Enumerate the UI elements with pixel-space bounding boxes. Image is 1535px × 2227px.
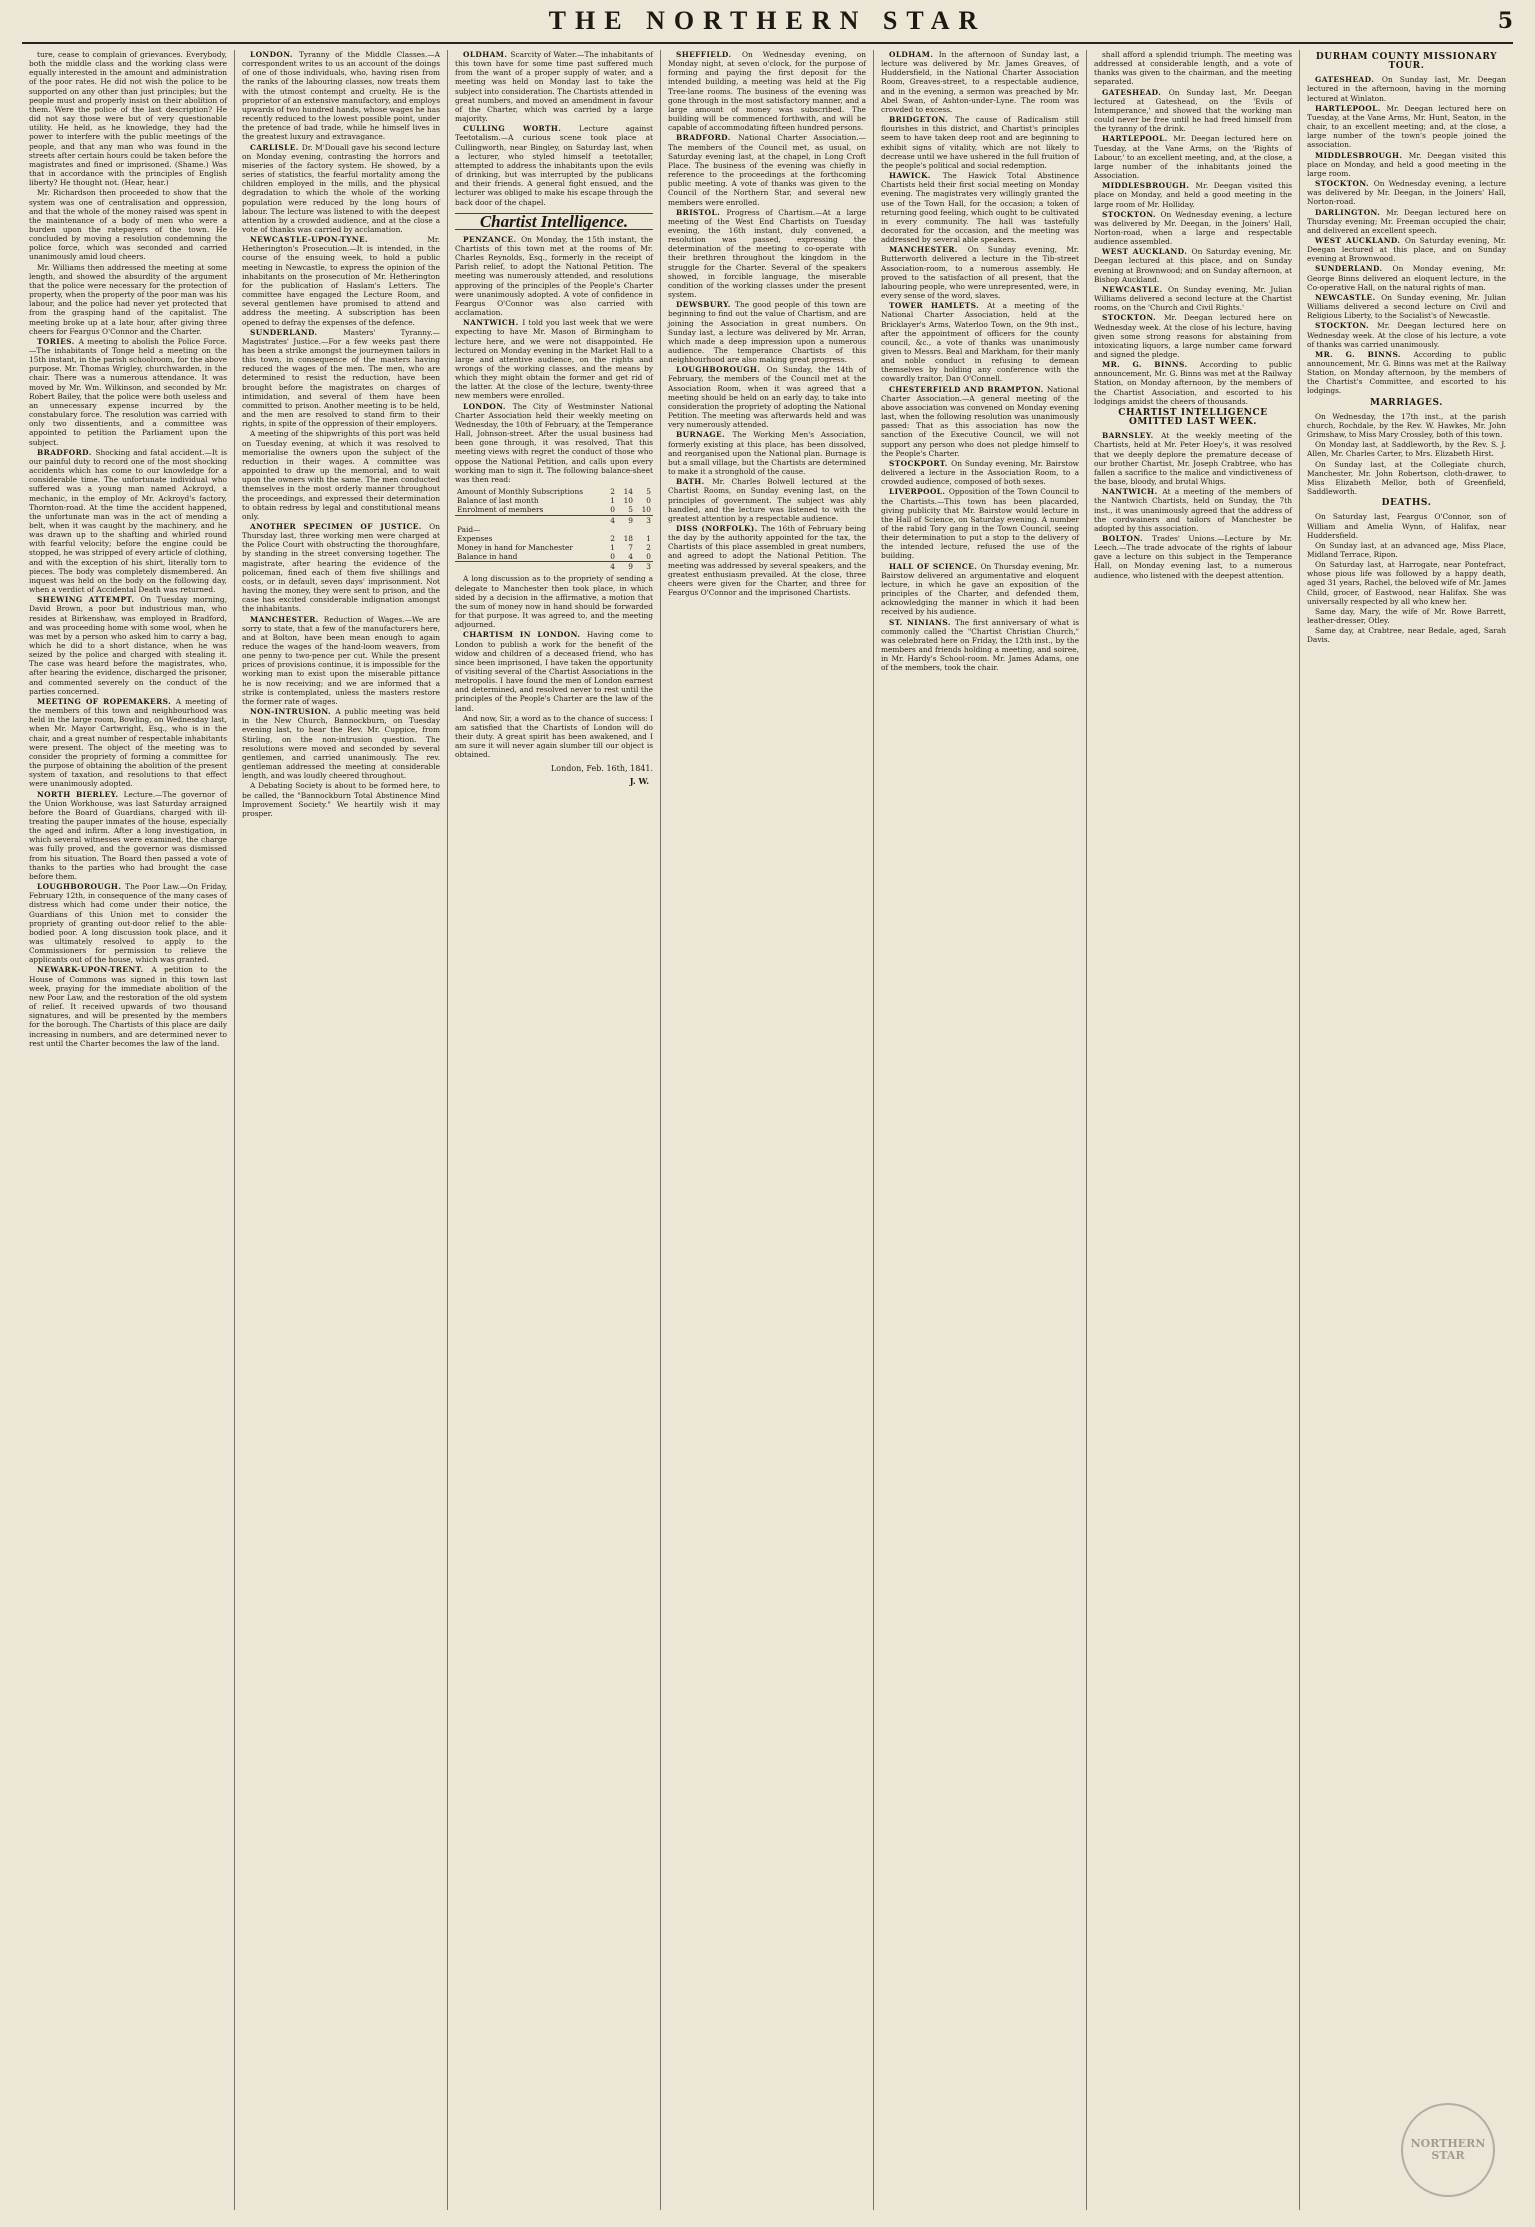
article-paragraph [668, 50, 866, 132]
balance-cell-d: 0 [646, 496, 651, 506]
balance-row [455, 543, 653, 552]
article-heading: SUNDERLAND. [1315, 264, 1393, 274]
article-heading: OLDHAM. [889, 50, 939, 59]
article-text: Trades' Unions.—Lecture by Mr. Leech.—The trade advocate of the rights of labour gave a lecture on this subject in the Temperance Hall, on Monday evening last, to a numerous audience, who listened with the deepest attention. [1094, 533, 1293, 580]
article-paragraph [668, 300, 866, 364]
article-heading: MANCHESTER. [250, 614, 324, 624]
article-paragraph [242, 429, 440, 521]
article-text: Masters' Tyranny.—Magistrates' Justice.—For a few weeks past there has been a strike amongst the journeymen tailors in this town, in consequence of the masters having reduced the wages of the men. The men, who are determined to resist the reduction, have been brought before the magistrates on charges of intimidation, and several of them have been committed to prison. Another meeting is to be held, and the men are resolved to stand firm to their rights, in spite of the oppression of their employers. [242, 327, 440, 429]
article-heading: HALL OF SCIENCE. [889, 561, 981, 571]
article-paragraph [1307, 293, 1506, 320]
article-heading: BATH. [676, 477, 713, 487]
balance-cell-s: 10 [623, 496, 633, 506]
article-heading: NON-INTRUSION. [250, 707, 336, 717]
article-heading: SHEWING ATTEMPT. [37, 595, 141, 605]
article-text: A meeting of the members of this town and neighbourhood was held in the large room, Bowling, on Wednesday last, when Mr. Mayor Cartwright, Esq., who is in the chair, and a great number of respectable inhabitants were present. The object of the meeting was to consider the propriety of forming a committee for the purpose of obtaining the abolition of the present system of taxation, and resolutions to that effect were unanimously adopted. [29, 696, 227, 789]
balance-sheet [455, 487, 653, 571]
article-paragraph [881, 385, 1079, 458]
article-text: On Monday evening, Mr. George Binns delivered an eloquent lecture, in the Co-operative Hall, on the natural rights of man. [1307, 264, 1507, 292]
article-heading: CHESTERFIELD AND BRAMPTON. [889, 384, 1047, 394]
article-heading: STOCKTON. [1102, 209, 1161, 219]
article-text: On Thursday evening, Mr. Bairstow delivered an argumentative and eloquent lecture, in which he gave an exposition of the principles of the Charter, and defended them, acknowledging the manner in which it had been received by his audience. [881, 561, 1080, 617]
article-heading: OLDHAM. [463, 50, 511, 59]
article-heading: TORIES. [37, 336, 79, 346]
article-text: On Wednesday evening, a lecture was delivered by Mr. Deegan, in the Joiners' Hall, Norton-road. [1307, 179, 1506, 207]
article-text: Mr. Deegan lectured here on Wednesday week. At the close of his lecture, a vote of thanks was carried unanimously. [1307, 321, 1506, 349]
article-paragraph [455, 714, 653, 760]
article-heading: MIDDLESBROUGH. [1102, 181, 1196, 191]
article-text: On Sunday last, Mr. Deegan lectured at Gateshead, on the 'Evils of Intemperance,' and showed that the working man could never be free until he had freed himself from the tyranny of the drink. [1094, 87, 1293, 134]
article-text: On Tuesday morning, David Brown, a poor but industrious man, who resides at Birkenshaw, was employed in Bradford, and was proceeding home with some wool, when he was met by a person who asked him to carry a bag, which he did to a short distance, when he was seized by the police and charged with stealing it. The case was heard before the magistrates, who, after hearing the evidence, discharged the prisoner, and commented severely on the conduct of the parties concerned. [29, 595, 228, 696]
article-paragraph [668, 133, 866, 206]
article-text: Mr. Deegan lectured here on Tuesday, at the Vane Arms, Mr. Hunt, Seaton, in the chair, to an excellent meeting; and, at the close, a large number of the town's people joined the association. [1307, 103, 1506, 150]
balance-cell-label: Money in hand for Manchester [457, 542, 573, 552]
balance-cell-d: 1 [646, 533, 651, 543]
library-stamp [1401, 2103, 1495, 2197]
article-text: Lecture against Teetotalism.—A curious scene took place at Cullingworth, near Bingley, on Saturday last, when a lecturer, who styled himself a teetotaller, attempted to address the inhabitants upon the evils of drinking, but was interrupted by the publicans and their friends. A general fight ensued, and the lecturer was obliged to make his escape through the back door of the chapel. [455, 124, 653, 207]
article-heading: MANCHESTER. [889, 245, 968, 255]
article-paragraph [1307, 541, 1506, 559]
page-number: 5 [1497, 8, 1513, 34]
article-paragraph [455, 50, 653, 123]
article-text: On Sunday last, at an advanced age, Miss Place, Midland Terrace, Ripon. [1307, 540, 1506, 559]
article-text: At a meeting of the National Charter Association, held at the Bricklayer's Arms, Waterloo Town, on the 9th inst., after the appointment of officers for the county council, &c., a vote of thanks was unanimously given to Messrs. Beal and Markham, for their manly and noble conduct in refusing to demean themselves by holding any conference with the cowardly traitor, Dan O'Connell. [881, 301, 1079, 384]
article-paragraph [242, 328, 440, 429]
balance-cell-label [455, 515, 599, 525]
section-heading: Chartist Intelligence. [455, 213, 653, 230]
article-paragraph [1307, 460, 1506, 497]
column-6 [1087, 50, 1300, 2210]
article-heading: SHEFFIELD. [676, 50, 742, 59]
article-heading: HAWICK. [889, 171, 943, 181]
article-heading: STOCKTON. [1102, 313, 1164, 323]
balance-cell-label: Balance of last month [457, 496, 539, 506]
article-text: Shocking and fatal accident.—It is our painful duty to record one of the most shocking accidents which has come to our knowledge for a considerable time. The unfortunate individual who suffered was a young man named Ackroyd, a mechanic, in the employ of Mr. Ackroyd's factory, Thornton-road. At the time the accident happened, the unfortunate man was in the act of mending a belt, when it was caught by the machinery, and he was drawn up to the shafting and whirled round with fearful velocity; before the engine could be stopped, he was stripped of every article of clothing, and with the exception of his shirt, literally torn to pieces. The body was completely dismembered. An inquest was held on the body on the following day, when a verdict of Accidental Death was returned. [29, 447, 227, 595]
article-heading: HARTLEPOOL. [1315, 103, 1387, 113]
article-text: A meeting of the shipwrights of this port was held on Tuesday evening, at which it was resolved to memorialise the owners upon the subject of the reduction in their wages. A committee was appointed to draw up the memorial, and to wait upon the owners with the same. The men conducted themselves in the most orderly manner throughout the proceedings, and expressed their determination to obtain redress by legal and constitutional means only. [242, 429, 440, 521]
balance-cell-label: Enrolment of members [457, 505, 544, 515]
article-text: On Monday last, at Saddleworth, by the Rev. S. J. Allen, Mr. Charles Carter, to Mrs. Elizabeth Hirst. [1307, 440, 1506, 459]
article-paragraph [1094, 50, 1292, 87]
article-paragraph [1094, 181, 1292, 208]
article-text: The 16th of February being the day by the authority appointed for the tax, the Chartists of this place assembled in great numbers, and agreed to adopt the National Petition. The meeting was addressed by several speakers, and the greatest enthusiasm prevailed. At the close, three cheers were given for the Charter, and three for Feargus O'Connor and the imprisoned Chartists. [668, 523, 866, 598]
article-heading: TOWER HAMLETS. [889, 301, 988, 311]
article-text: On Sunday evening, Mr. Julian Williams delivered a second lecture on Civil and Religious Liberty, to the Socialist's of Newcastle. [1307, 292, 1506, 321]
article-text: On Saturday evening, Mr. Deegan lectured at this place, and on Sunday evening at Brownwood. [1307, 235, 1506, 264]
balance-cell-l: 1 [610, 496, 615, 506]
article-text: On Thursday last, three working men were charged at the Police Court with obstructing the thoroughfare, by standing in the street conversing together. The magistrate, after hearing the evidence of the policeman, fined each of them five shillings and costs, or in default, seven days' imprisonment. Not having the money, they were sent to prison, and the case has excited considerable indignation amongst the inhabitants. [242, 521, 440, 614]
balance-cell-s: 5 [628, 505, 633, 515]
article-paragraph [668, 208, 866, 300]
article-heading: CARLISLE. [250, 142, 302, 152]
balance-cell-l: 1 [610, 542, 615, 552]
article-paragraph [29, 448, 227, 595]
article-paragraph [881, 50, 1079, 114]
dateline: London, Feb. 16th, 1841. [550, 763, 653, 773]
article-paragraph [881, 245, 1079, 300]
balance-cell-label [455, 562, 599, 572]
article-paragraph [1307, 151, 1506, 178]
article-paragraph [881, 171, 1079, 244]
article-text: On Wednesday evening, a lecture was delivered by Mr. Deegan, in the Joiners' Hall, Norton-road, when a large and respectable audience assembled. [1094, 209, 1292, 247]
article-text: Tyranny of the Middle Classes.—A correspondent writes to us an account of the doings of one of those individuals, who, having risen from the ranks of the labouring classes, now treats them with the utmost contempt and cruelty. He is the proprietor of an extensive manufactory, and employs upwards of two hundred hands, whose wages he has recently reduced to the lowest possible point, under the pretence of bad trade, while he himself lives in the greatest luxury and extravagance. [242, 50, 440, 142]
balance-cell-d [635, 525, 653, 534]
article-paragraph [455, 574, 653, 629]
article-paragraph [242, 781, 440, 818]
article-text: Mr. Charles Bolwell lectured at the Chartist Rooms, on Sunday evening last, on the principles of government. The subject was ably handled, and the lecture was listened to with the greatest attention by a respectable audience. [668, 477, 866, 523]
article-text: On Saturday last, at Harrogate, near Pontefract, whose pious life was followed by a happy death, aged 31 years, Rachel, the beloved wife of Mr. James Child, grocer, of Eastwood, near Halifax. She was universally respected by all who knew her. [1307, 560, 1507, 606]
article-heading: ANOTHER SPECIMEN OF JUSTICE. [250, 521, 430, 531]
article-paragraph [1307, 560, 1506, 606]
balance-cell-d: 3 [635, 562, 653, 572]
article-text: Dr. M'Douall gave his second lecture on Monday evening, contrasting the horrors and miseries of the factory system. He showed, by a series of statistics, the fearful mortality among the children employed in the mills, and the physical degradation to which the whole of the working population were reduced by the long hours of labour. The lecture was listened to with the deepest attention by a crowded audience, and at the close a vote of thanks was carried by acclamation. [242, 142, 440, 234]
signature: J. W. [629, 775, 649, 786]
column-heading: MARRIAGES. [1370, 397, 1443, 408]
balance-cell-s: 9 [617, 515, 635, 525]
article-heading: BRADFORD. [37, 447, 96, 457]
article-paragraph [1307, 412, 1506, 439]
column-heading: CHARTIST INTELLIGENCE OMITTED LAST WEEK. [1118, 407, 1268, 428]
article-text: Mr. Deegan lectured here on Tuesday, at the Vane Arms, on the 'Rights of Labour,' to an excellent meeting, and, at the close, a large number of the inhabitants joined the Association. [1094, 134, 1292, 181]
balance-cell-s: 18 [623, 533, 633, 543]
article-paragraph [1307, 104, 1506, 150]
balance-cell-s [617, 525, 635, 534]
column-2 [235, 50, 448, 2210]
article-text: I told you last week that we were expecting to have Mr. Mason of Birmingham to lecture here, and we were not disappointed. He lectured on Monday evening in the Market Hall to a large and attentive audience, on the rights and wrongs of the working classes, and the means by which they might obtain the former and get rid of the latter. At the close of the lecture, twenty-three new members were enrolled. [455, 318, 653, 401]
column-heading: DURHAM COUNTY MISSIONARY TOUR. [1315, 52, 1498, 72]
article-heading: SUNDERLAND. [250, 327, 344, 337]
article-heading: LONDON. [250, 50, 299, 59]
article-heading: NEWARK-UPON-TRENT. [37, 965, 152, 975]
article-paragraph [455, 402, 653, 484]
article-text: The Working Men's Association, formerly existing at this place, has been dissolved, and reorganised upon the National plan. Burnage is but a small village, but the Chartists are determined to make it a stronghold of the cause. [668, 430, 866, 477]
article-paragraph [881, 487, 1079, 560]
balance-cell-l: 4 [599, 562, 617, 572]
balance-cell-l [599, 525, 617, 534]
article-paragraph [455, 235, 653, 317]
article-paragraph [1094, 313, 1292, 359]
article-text: In the afternoon of Sunday last, a lecture was delivered by Mr. James Greaves, of Huddersfield, in the National Charter Association Room, Greaves-street, to a respectable audience, and in the evening, a sermon was preached by Mr. Abel Swan, of Ashton-under-Lyne. The room was crowded to excess. [881, 50, 1079, 114]
article-text: On Saturday evening, Mr. Deegan lectured at this place, and on Sunday evening at Brownwood; and on Sunday afternoon, at Bishop Auckland. [1094, 247, 1293, 284]
article-paragraph [1094, 210, 1292, 247]
article-heading: LOUGHBOROUGH. [37, 882, 126, 892]
article-heading: PENZANCE. [463, 234, 522, 244]
article-text: ture, cease to complain of grievances. Everybody, both the middle class and the working class were equally interested in the amount and administration of the poor rates. He did not wish the police to be supported on any other than just principles; but the people must and properly insist on their abolition of them. Were the police of the last description? He did not say those were but of very questionable utility. He held, as he knowledge, they had the power to interfere with the public meetings of the people, and that any man who was found in the streets after certain hours could be taken before the magistrates and fined or imprisoned. (Shame.) Was that in accordance with the principles of English liberty? He thought not. (Hear, hear.) [29, 50, 227, 188]
article-heading: NEWCASTLE. [1102, 284, 1168, 294]
balance-cell-label: Paid— [457, 524, 481, 534]
article-text: A public meeting was held in the New Church, Bannockburn, on Tuesday evening last, to hear the Rev. Mr. Cuppice, from Stirling, on the non-intrusion question. The resolutions were moved and seconded by several gentlemen, and carried unanimously. The rev. gentleman addressed the meeting at considerable length, and was loudly cheered throughout. [242, 707, 440, 781]
article-text: Progress of Chartism.—At a large meeting of the West End Chartists on Tuesday evening, the 16th instant, duly convened, a resolution was passed, expressing the determination of the meeting to co-operate with their brethren throughout the kingdom in the struggle for the Charter. Several of the speakers showed, in forcible language, the miserable condition of the working classes under the present system. [668, 207, 866, 300]
article-text: Same day, Mary, the wife of Mr. Rowe Barrett, leather-dresser, Otley. [1307, 606, 1506, 626]
article-text: Scarcity of Water.—The inhabitants of this town have for some time past suffered much from the want of a proper supply of water, and a meeting was held on Monday last to take the subject into consideration. The Chartists attended in great numbers, and moved an amendment in favour of the Charter, which was carried by a large majority. [455, 50, 653, 124]
article-heading: STOCKPORT. [889, 458, 952, 468]
article-paragraph [29, 263, 227, 336]
article-paragraph [881, 301, 1079, 383]
balance-cell-s: 7 [628, 542, 633, 552]
balance-cell-d: 10 [641, 505, 651, 515]
article-paragraph [1307, 264, 1506, 291]
article-paragraph [881, 618, 1079, 673]
article-text: On Wednesday evening, on Monday night, at seven o'clock, for the purpose of forming and paying the first deposit for the intended building, a meeting was held at the Fig Tree-lane rooms. The business of the evening was gone through in the most satisfactory manner, and a large amount of money was subscribed. The building will be commenced forthwith, and will be capable of accommodating fifteen hundred persons. [668, 50, 866, 133]
article-text: At the weekly meeting of the Chartists, held at Mr. Peter Hoey's, it was resolved that we deeply deplore the premature decease of our brother Chartist, Mr. Joseph Crabtree, who has fallen a sacrifice to the malice and vindictiveness of the base, bloody, and brutal Whigs. [1094, 431, 1292, 487]
article-paragraph [1094, 285, 1292, 312]
balance-cell-l: 4 [599, 515, 617, 525]
article-paragraph [668, 477, 866, 523]
article-paragraph [29, 697, 227, 789]
article-paragraph [1307, 75, 1506, 102]
article-heading: LIVERPOOL. [889, 487, 949, 497]
article-heading: MIDDLESBROUGH. [1315, 150, 1409, 160]
article-text: On Monday, the 15th instant, the Chartists of this town met at the rooms of Mr. Charles Reynolds, Esq., formerly in the receipt of Parish relief, to adopt the National Petition. The meeting was numerously attended, and resolutions approving of the principles of the People's Charter were unanimously adopted. A vote of confidence in Feargus O'Connor was also carried with acclamation. [455, 234, 653, 318]
balance-row [455, 515, 653, 525]
balance-row [455, 505, 653, 515]
article-paragraph [1307, 236, 1506, 263]
article-text: The good people of this town are beginning to find out the value of Chartism, and are joining the Association in great numbers. On Sunday last, a lecture was delivered by Mr. Arran, which made a deep impression upon a numerous audience. The temperance Chartists of this neighbourhood are also making great progress. [668, 300, 866, 365]
article-heading: ST. NINIANS. [889, 617, 956, 627]
article-text: National Charter Association.—A general meeting of the above association was convened on Monday evening last, when the following resolution was unanimously passed: That as this association has now the sanction of the Executive Council, we will not support any person who does not pledge himself to the People's Charter. [881, 384, 1079, 458]
article-paragraph [29, 595, 227, 696]
article-text: On Sunday evening, Mr. Julian Williams delivered a second lecture at the Chartist rooms, on the 'Church and Civil Rights.' [1094, 284, 1292, 313]
balance-cell-label: Amount of Monthly Subscriptions [457, 487, 584, 497]
article-text: The City of Westminster National Charter Association held their weekly meeting on Wednesday, the 10th of February, at the Temperance Hall, Johnson-street. After the usual business had been gone through, it was resolved, That this meeting views with regret the conduct of those who oppose the National Petition, and calls upon every working man to sign it. The following balance-sheet was then read: [455, 401, 653, 484]
article-text: On Sunday last, Mr. Deegan lectured in the afternoon, having in the morning lectured at Winlaton. [1307, 75, 1507, 103]
article-heading: STOCKTON. [1315, 179, 1374, 189]
article-paragraph [1094, 134, 1292, 180]
article-heading: LOUGHBOROUGH. [676, 365, 767, 375]
article-paragraph [242, 50, 440, 142]
article-paragraph [1094, 247, 1292, 284]
article-heading: LONDON. [463, 401, 513, 411]
article-text: The cause of Radicalism still flourishes in this district, and Chartist's principles seem to have taken deep root and are beginning to exhibit signs of vitality, which are not likely to decrease until we have ushered in the full fruition of the people's political and social redemption. [881, 115, 1080, 170]
balance-cell-d: 2 [646, 542, 651, 552]
article-paragraph [455, 318, 653, 400]
article-paragraph [1307, 440, 1506, 458]
article-text: Same day, at Crabtree, near Bedale, aged, Sarah Davis. [1307, 626, 1506, 645]
article-text: Mr. Deegan visited this place on Monday, and held a good meeting in the large room. [1307, 150, 1506, 178]
article-paragraph [1094, 431, 1292, 486]
article-paragraph [1307, 350, 1506, 396]
article-heading: BURNAGE. [676, 430, 733, 440]
article-heading: DEWSBURY. [676, 300, 736, 310]
balance-cell-l: 0 [610, 552, 615, 562]
balance-row [455, 562, 653, 572]
article-paragraph [242, 522, 440, 614]
text-columns [22, 50, 1513, 2210]
article-heading: GATESHEAD. [1102, 87, 1169, 97]
balance-cell-l: 0 [610, 505, 615, 515]
article-heading: BARNSLEY. [1102, 431, 1162, 441]
article-heading: WEST AUCKLAND. [1102, 247, 1192, 257]
article-paragraph [455, 630, 653, 712]
article-text: A petition to the House of Commons was signed in this town last week, praying for the immediate abolition of the new Poor Law, and the restoration of the old system of relief. It received upwards of two thousand signatures, and will be presented by the members for the borough. The Chartists of this place are daily increasing in numbers, and are determined never to rest until the Charter becomes the law of the land. [29, 965, 228, 1048]
article-paragraph [1307, 179, 1506, 206]
article-text: Mr. Williams then addressed the meeting at some length, and showed the absurdity of the argument that the police were necessary for the protection of property, when the property of the poor man was his labour, and the police had never yet protected that from the grasping hand of the capitalist. The meeting broke up at a late hour, after giving three cheers for Feargus O'Connor and the Charter. [29, 262, 227, 336]
balance-cell-s: 4 [628, 552, 633, 562]
column-1 [22, 50, 235, 2210]
masthead [22, 0, 1513, 44]
article-text: Opposition of the Town Council to the Chartists.—This town has been placarded, giving publicity that Mr. Bairstow would lecture in the Hall of Science, on Saturday evening. A number of the rabid Tory gang in the Town Council, seeing their determination to put a stop to the delivery of the intended lecture, refused the use of the building. [881, 487, 1079, 561]
newspaper-title: THE NORTHERN STAR [548, 6, 987, 35]
balance-row [455, 534, 653, 543]
article-paragraph [242, 235, 440, 327]
article-text: On Sunday, the 14th of February, the members of the Council met at the Association Room, when it was agreed that a meeting should be held on an early day, to take into consideration the propriety of adopting the National Petition. The meeting was afterwards held and was very numerously attended. [668, 365, 867, 430]
article-heading: WEST AUCKLAND. [1315, 235, 1405, 245]
article-text: On Sunday last, at the Collegiate church, Manchester, Mr. John Robertson, cloth-drawer, to Miss Elizabeth Mellor, both of Greenfield, Saddleworth. [1307, 459, 1506, 497]
article-paragraph [29, 965, 227, 1047]
balance-cell-label: Balance in hand [457, 552, 518, 562]
article-heading: NANTWICH. [1102, 487, 1163, 497]
article-text: shall afford a splendid triumph. The meeting was addressed at considerable length, and a vote of thanks was given to the chairman, and the meeting separated. [1094, 50, 1292, 87]
article-text: A meeting to abolish the Police Force.—The inhabitants of Tonge held a meeting on the 15th instant, in the parish schoolroom, for the above purpose. Mr. Thomas Wrigley, churchwarden, in the chair. There was a numerous attendance. It was moved by Mr. Wm. Wilkinson, and seconded by Mr. Robert Bailey, that the police were both useless and an unnecessary expense incurred by the constabulary force. The resolution was carried with only two dissentients, and a committee was appointed to petition the Parliament upon the subject. [29, 336, 227, 447]
article-heading: BRIDGETON. [889, 115, 956, 125]
article-text: Mr. Richardson then proceeded to show that the system was one of centralisation and oppression, and that the whole of the money raised was spent in the maintenance of a body of men who were a burden upon the ratepayers of the town. He concluded by moving a resolution condemning the police force, which was seconded and carried unanimously amid loud cheers. [29, 188, 227, 262]
article-text: And now, Sir, a word as to the chance of success: I am satisfied that the Chartists of London will do their duty. A great spirit has been awakened, and I am sure it will never again slumber till our object is obtained. [455, 713, 653, 760]
article-paragraph [29, 188, 227, 261]
article-heading: GATESHEAD. [1315, 75, 1382, 85]
article-heading: NEWCASTLE-UPON-TYNE. [250, 235, 428, 245]
stamp-text: NORTHERN STAR [1410, 2137, 1486, 2162]
article-paragraph [668, 430, 866, 476]
balance-row [455, 487, 653, 496]
article-text: The Hawick Total Abstinence Chartists held their first social meeting on Monday evening. The magistrates very willingly granted the use of the Town Hall, for the occasion; a token of returning good feeling, which ought to be cultivated in every community. The hall was tastefully decorated for the occasion, and the meeting was addressed by several able speakers. [881, 171, 1079, 245]
balance-cell-d: 0 [646, 552, 651, 562]
article-paragraph [881, 562, 1079, 617]
column-3 [448, 50, 661, 2210]
article-text: The Poor Law.—On Friday, February 12th, in consequence of the many cases of distress which had come under their notice, the Guardians of this Union met to consider the propriety of granting out-door relief to the able-bodied poor. A long discussion took place, and it was ultimately resolved to apply to the Commissioners for permission to relieve the applicants out of the house, which was granted. [29, 882, 227, 965]
article-heading: DARLINGTON. [1315, 207, 1387, 217]
article-text: On Saturday last, Feargus O'Connor, son of William and Amelia Wynn, of Halifax, near Huddersfield. [1307, 512, 1506, 540]
article-paragraph [1094, 88, 1292, 134]
article-text: According to public announcement, Mr. G. Binns was met at the Railway Station, on Monday afternoon, by the members of the Chartist Association, and escorted to his lodgings amidst the cheers of thousands. [1094, 360, 1292, 406]
balance-row [455, 552, 653, 562]
article-heading: STOCKTON. [1315, 321, 1378, 331]
article-paragraph [29, 50, 227, 187]
article-text: At a meeting of the members of the Nantwich Chartists, held on Sunday, the 7th inst., it was unanimously agreed that the address of the cordwainers and tailors of Manchester be adopted by this association. [1094, 487, 1292, 533]
article-paragraph [881, 115, 1079, 170]
article-paragraph [29, 882, 227, 964]
article-paragraph [1307, 321, 1506, 348]
article-text: On Sunday evening, Mr. Butterworth delivered a lecture in the Tib-street Association-room, to a numerous assembly. He proved to the satisfaction of all present, that the labouring people, who were unrepresented, were, in every sense of the word, slaves. [881, 245, 1079, 301]
article-paragraph [1094, 487, 1292, 533]
article-paragraph [1094, 534, 1292, 580]
balance-cell-l: 2 [610, 487, 615, 497]
article-paragraph [455, 124, 653, 206]
balance-row [455, 496, 653, 505]
article-text: A Debating Society is about to be formed here, to be called, the "Bannockburn Total Abstinence Mind Improvement Society." We heartily wish it may prosper. [242, 781, 440, 818]
article-text: Lecture.—The governor of the Union Workhouse, was last Saturday arraigned before the Board of Guardians, charged with ill-treating the pauper inmates of the house, especially the aged and infirm. After a long investigation, in which several witnesses were examined, the charge was fully proved, and the governor was dismissed from his situation. The Board then passed a vote of thanks to the parties who had brought the case before them. [29, 789, 227, 881]
article-heading: MEETING OF ROPEMAKERS. [37, 696, 176, 706]
article-heading: NORTH BIERLEY. [37, 789, 124, 799]
article-heading: NEWCASTLE. [1315, 292, 1382, 302]
balance-cell-d: 5 [646, 487, 651, 497]
article-text: Mr. Hetherington's Prosecution.—It is intended, in the course of the ensuing week, to hold a public meeting in Newcastle, to express the opinion of the inhabitants on the prosecution of Mr. Hetherington for the publication of Haslam's Letters. The committee have engaged the Lecture Room, and several gentlemen have promised to attend and address the meeting. A subscription has been opened to defray the expenses of the defence. [242, 235, 440, 327]
article-paragraph [242, 707, 440, 780]
article-paragraph [668, 524, 866, 597]
article-heading: NANTWICH. [463, 318, 523, 328]
article-paragraph [29, 337, 227, 447]
article-heading: MR. G. BINNS. [1315, 349, 1414, 359]
article-paragraph [242, 143, 440, 235]
article-paragraph [668, 365, 866, 429]
article-paragraph [29, 790, 227, 882]
article-heading: MR. G. BINNS. [1102, 360, 1200, 370]
balance-cell-s: 9 [617, 562, 635, 572]
article-paragraph [881, 459, 1079, 486]
balance-cell-s: 14 [623, 487, 633, 497]
balance-cell-l: 2 [610, 533, 615, 543]
article-text: Mr. Deegan lectured here on Thursday evening; Mr. Freeman occupied the chair, and delivered an excellent speech. [1307, 207, 1506, 235]
article-text: A long discussion as to the propriety of sending a delegate to Manchester then took place, in which sided by a decision in the affirmative, a motion that the sum of money now in hand should be forwarded for that purpose. It was agreed to, and the meeting adjourned. [455, 574, 653, 630]
article-text: According to public announcement, Mr. G. Binns was met at the Railway Station, on Monday afternoon, by the members of the Chartist's Committee, and escorted to his lodgings. [1307, 349, 1507, 396]
article-heading: BOLTON. [1102, 533, 1153, 543]
article-text: Reduction of Wages.—We are sorry to state, that a few of the manufacturers here, and at Bolton, have been mean enough to again reduce the wages of the hand-loom weavers, from one penny to two-pence per cut. While the present prices of provisions continue, it is impossible for the working man to exist upon the miserable pittance he is now receiving; and we are informed that a strike is contemplated, unless the masters restore the former rate of wages. [242, 614, 440, 706]
article-heading: BRADFORD. [676, 133, 739, 143]
article-paragraph [1307, 626, 1506, 644]
balance-cell-label: Expenses [457, 533, 493, 543]
article-text: National Charter Association.—The members of the Council met, as usual, on Saturday evening last, at the chapel, in Long Croft Place. The business of the evening was chiefly in reference to the proceedings at the forthcoming public meeting. A vote of thanks was given to the Council of the Northern Star, and several new members were enrolled. [668, 133, 866, 207]
article-paragraph [1094, 360, 1292, 406]
article-text: Having come to London to publish a work for the benefit of the widow and children of a deceased friend, who has since been imprisoned, I have taken the opportunity of visiting several of the Chartist Associations in the metropolis. I have found the men of London earnest and determined, and resolved never to rest until the principles of the People's Charter are the law of the land. [455, 630, 653, 713]
article-heading: CHARTISM IN LONDON. [463, 630, 587, 640]
column-4 [661, 50, 874, 2210]
article-paragraph [1307, 512, 1506, 539]
article-paragraph [1307, 208, 1506, 235]
article-paragraph [242, 615, 440, 707]
column-5 [874, 50, 1087, 2210]
article-text: On Wednesday, the 17th inst., at the parish church, Rochdale, by the Rev. W. Hawkes, Mr. John Grimshaw, to Miss Mary Crossley, both of this town. [1307, 411, 1506, 440]
article-text: The first anniversary of what is commonly called the "Chartist Christian Church," was celebrated here on Friday, the 12th inst., by the members and friends holding a meeting, and soiree, in Mr. Hardy's School-room. Mr. James Adams, one of the members, took the chair. [881, 617, 1079, 673]
article-heading: HARTLEPOOL. [1102, 134, 1174, 144]
column-7 [1300, 50, 1513, 2210]
article-paragraph [1307, 607, 1506, 625]
article-text: On Sunday evening, Mr. Bairstow delivered a lecture in the Association Room, to a crowded audience, composed of both sexes. [881, 458, 1079, 487]
balance-cell-d: 3 [635, 515, 653, 525]
balance-row [455, 525, 653, 534]
article-heading: DISS (NORFOLK). [676, 523, 762, 533]
column-heading: DEATHS. [1381, 498, 1432, 509]
article-heading: CULLING WORTH. [463, 124, 580, 134]
article-text: Mr. Deegan lectured here on Wednesday week. At the close of his lecture, having given some strong reasons for abstaining from intoxicating liquors, a large number came forward and signed the pledge. [1094, 313, 1292, 359]
article-heading: BRISTOL. [676, 207, 727, 217]
article-text: Mr. Deegan visited this place on Monday, and held a good meeting in the large room of Mr. Holliday. [1094, 181, 1292, 209]
